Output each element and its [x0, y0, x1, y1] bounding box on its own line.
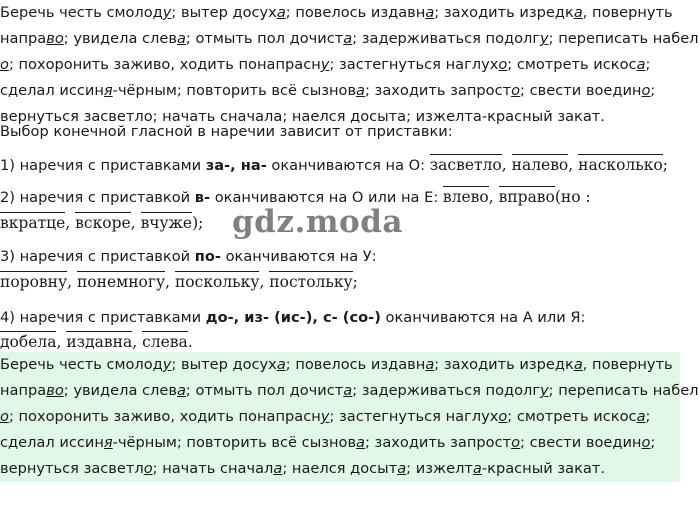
- rule-2-cont: [0, 211, 203, 236]
- example-prefix: за: [429, 156, 448, 174]
- text-fragment: ; похоронить заживо: [8, 408, 171, 425]
- underlined-letter: а: [176, 30, 186, 47]
- text-fragment: ;: [645, 408, 651, 425]
- rule-2-examples-line1: [443, 186, 591, 206]
- text-fragment: сделал иссин: [0, 82, 104, 99]
- text-fragment: вернуться засветло; начать сначала; наелся досыта; изжелта-красный закат.: [0, 108, 605, 125]
- example-punct: ,: [65, 214, 76, 232]
- text-fragment: ; смотреть искос: [507, 56, 637, 73]
- text-fragment: ; свести воедин: [520, 434, 642, 451]
- rule-1-examples: [430, 154, 668, 174]
- rule-3-examples: [0, 271, 358, 291]
- example-word: кратце: [8, 214, 66, 232]
- underlined-letter: у: [540, 382, 549, 399]
- example-word: лево: [531, 156, 569, 174]
- paragraph-line: [0, 378, 699, 404]
- example-punct: ,: [130, 214, 141, 232]
- rule-1-suffix: оканчиваются на О:: [266, 157, 430, 174]
- text-fragment: ; застегнуться наглух: [329, 408, 499, 425]
- text-fragment: напра: [0, 382, 47, 399]
- underlined-letter: а: [176, 382, 186, 399]
- example-word: ровну: [19, 273, 68, 291]
- text-fragment: ; начать сначал: [152, 460, 274, 477]
- example-prefix: в: [0, 214, 9, 232]
- example-prefix: на: [511, 156, 532, 174]
- rule-3-suffix: оканчиваются на У:: [220, 248, 377, 265]
- rule-1-text: 1) наречия с приставками: [0, 157, 206, 174]
- text-fragment: сделал иссин: [0, 434, 104, 451]
- example-prefix: в: [75, 214, 84, 232]
- text-fragment: ; наелся досыт: [282, 460, 398, 477]
- example-word: давна: [85, 333, 133, 351]
- text-fragment: ; повелось издавн: [285, 4, 426, 21]
- text-fragment: ; вытер досух: [171, 356, 277, 373]
- example-punct: );: [192, 214, 204, 232]
- rule-4-bold: до-, из- (ис-), с- (со-): [205, 309, 381, 326]
- rule-2-examples-line2: [0, 212, 203, 232]
- underlined-letter: у: [320, 408, 330, 425]
- text-fragment: ; задерживаться подолг: [352, 30, 541, 47]
- example-prefix: в: [140, 214, 150, 232]
- rule-2-bold: в-: [194, 189, 211, 206]
- text-fragment: вернуться засветл: [0, 460, 144, 477]
- underlined-letter: о: [0, 408, 9, 425]
- text-fragment: ; застегнуться наглух: [329, 56, 499, 73]
- text-fragment: ; увидела слев: [63, 30, 177, 47]
- example-punct: ,: [67, 273, 77, 291]
- rule-4-suffix: оканчиваются на А или Я:: [380, 309, 586, 326]
- underlined-letter: о: [0, 56, 9, 73]
- example-word: лево: [451, 188, 489, 206]
- example-word: сколько: [597, 156, 663, 174]
- rule-2-text: 2) наречия с приставкой: [0, 189, 195, 206]
- text-fragment: ; изжелт: [406, 460, 473, 477]
- text-fragment: ; похоронить заживо: [8, 56, 171, 73]
- text-fragment: напра: [0, 30, 47, 47]
- example-prefix: с: [142, 333, 151, 351]
- rule-2-suffix: оканчиваются на О или на Е:: [210, 189, 443, 206]
- answer-paragraph: [0, 352, 699, 482]
- text-fragment: ; отмыть пол дочист: [185, 382, 344, 399]
- underlined-letter: а: [356, 434, 365, 451]
- underlined-letter: а: [636, 408, 646, 425]
- underlined-letter: о: [511, 434, 521, 451]
- paragraph-line: [0, 26, 699, 52]
- text-fragment: ; заходить запрост: [365, 434, 512, 451]
- example-word: бела: [18, 333, 57, 351]
- underlined-letter: во: [46, 382, 64, 399]
- paragraph-line: [0, 430, 680, 456]
- underlined-letter: а: [573, 356, 583, 373]
- underlined-letter: о: [511, 82, 521, 99]
- example-prefix: из: [66, 333, 86, 351]
- example-punct: ;: [662, 156, 668, 174]
- underlined-letter: а: [425, 356, 435, 373]
- text-fragment: ;: [650, 82, 656, 99]
- example-prefix: в: [498, 188, 508, 206]
- text-fragment: , ходить понапрасн: [170, 56, 321, 73]
- underlined-letter: а: [425, 4, 435, 21]
- example-word: лева: [150, 333, 188, 351]
- text-fragment: ; свести воедин: [520, 82, 642, 99]
- rule-3-cont: [0, 270, 358, 295]
- text-fragment: , повернуть: [582, 4, 673, 21]
- example-punct: ,: [568, 156, 579, 174]
- example-word: право: [507, 188, 555, 206]
- text-fragment: ; вытер досух: [171, 4, 277, 21]
- paragraph-line: [0, 78, 680, 104]
- example-punct: ;: [352, 273, 358, 291]
- rule-3: [0, 245, 377, 269]
- example-punct: (но :: [554, 188, 591, 206]
- example-punct: ,: [132, 333, 143, 351]
- underlined-letter: у: [320, 56, 330, 73]
- paragraph-line: [0, 0, 680, 26]
- text-fragment: ; заходить изредк: [434, 356, 574, 373]
- watermark-logo: gdz.moda: [232, 204, 403, 240]
- underlined-letter: а: [276, 356, 286, 373]
- underlined-letter: я: [103, 434, 113, 451]
- underlined-letter: а: [356, 82, 365, 99]
- example-prefix: в: [442, 188, 452, 206]
- rule-1: [0, 153, 668, 178]
- text-fragment: ; заходить запрост: [365, 82, 512, 99]
- example-punct: ,: [56, 333, 67, 351]
- paragraph-line: [0, 456, 680, 482]
- underlined-letter: а: [636, 56, 646, 73]
- paragraph-line: [0, 404, 680, 430]
- text-fragment: -красный закат.: [481, 460, 605, 477]
- example-prefix: до: [0, 333, 19, 351]
- example-punct: ,: [501, 156, 512, 174]
- text-fragment: ; смотреть искос: [507, 408, 637, 425]
- underlined-letter: я: [103, 82, 113, 99]
- example-punct: .: [187, 333, 193, 351]
- text-fragment: ; переписать набел: [548, 382, 699, 399]
- example-punct: ,: [165, 273, 175, 291]
- example-prefix: на: [578, 156, 598, 174]
- underlined-letter: а: [573, 4, 583, 21]
- text-fragment: ;: [650, 434, 656, 451]
- text-fragment: ; заходить изредк: [434, 4, 574, 21]
- underlined-letter: о: [498, 56, 508, 73]
- underlined-letter: о: [143, 460, 153, 477]
- underlined-letter: а: [273, 460, 283, 477]
- text-fragment: ; повелось издавн: [285, 356, 426, 373]
- rules-intro: Выбор конечной гласной в наречии зависит от приставки:: [0, 123, 453, 140]
- example-prefix: по: [269, 273, 289, 291]
- rule-4-text: 4) наречия с приставками: [0, 309, 206, 326]
- example-prefix: по: [174, 273, 195, 291]
- underlined-letter: о: [498, 408, 508, 425]
- text-fragment: ; задерживаться подолг: [352, 382, 541, 399]
- example-prefix: по: [0, 273, 20, 291]
- paragraph-line: [0, 352, 680, 378]
- underlined-letter: а: [472, 460, 482, 477]
- example-punct: ,: [259, 273, 270, 291]
- rule-4: [0, 306, 585, 330]
- rule-3-bold: по-: [194, 248, 221, 265]
- underlined-letter: во: [46, 30, 64, 47]
- text-fragment: ; увидела слев: [63, 382, 177, 399]
- underlined-letter: у: [540, 30, 549, 47]
- top-paragraph: [0, 0, 699, 125]
- underlined-letter: а: [397, 460, 407, 477]
- example-prefix: по: [76, 273, 97, 291]
- example-word: чуже: [149, 214, 193, 232]
- underlined-letter: о: [641, 82, 651, 99]
- underlined-letter: у: [162, 4, 172, 21]
- example-word: скоре: [83, 214, 131, 232]
- text-fragment: -чёрным; повторить всё сызнов: [112, 434, 357, 451]
- underlined-letter: а: [343, 382, 353, 399]
- rule-4-examples: [0, 331, 193, 351]
- rule-3-text: 3) наречия с приставкой: [0, 248, 195, 265]
- example-word: светло: [447, 156, 502, 174]
- text-fragment: ;: [645, 56, 651, 73]
- text-fragment: ; отмыть пол дочист: [185, 30, 344, 47]
- text-fragment: Беречь честь смолод: [0, 4, 163, 21]
- underlined-letter: а: [343, 30, 353, 47]
- text-fragment: , повернуть: [582, 356, 673, 373]
- paragraph-line: [0, 52, 680, 78]
- underlined-letter: а: [276, 4, 286, 21]
- rule-1-bold: за-, на-: [205, 157, 267, 174]
- text-fragment: -чёрным; повторить всё сызнов: [112, 82, 357, 99]
- example-word: скольку: [194, 273, 260, 291]
- text-fragment: , ходить понапрасн: [170, 408, 321, 425]
- text-fragment: ; переписать набел: [548, 30, 699, 47]
- text-fragment: Беречь честь смолод: [0, 356, 163, 373]
- example-word: стольку: [288, 273, 353, 291]
- example-punct: ,: [488, 188, 499, 206]
- underlined-letter: у: [162, 356, 172, 373]
- example-word: немногу: [96, 273, 166, 291]
- underlined-letter: о: [641, 434, 651, 451]
